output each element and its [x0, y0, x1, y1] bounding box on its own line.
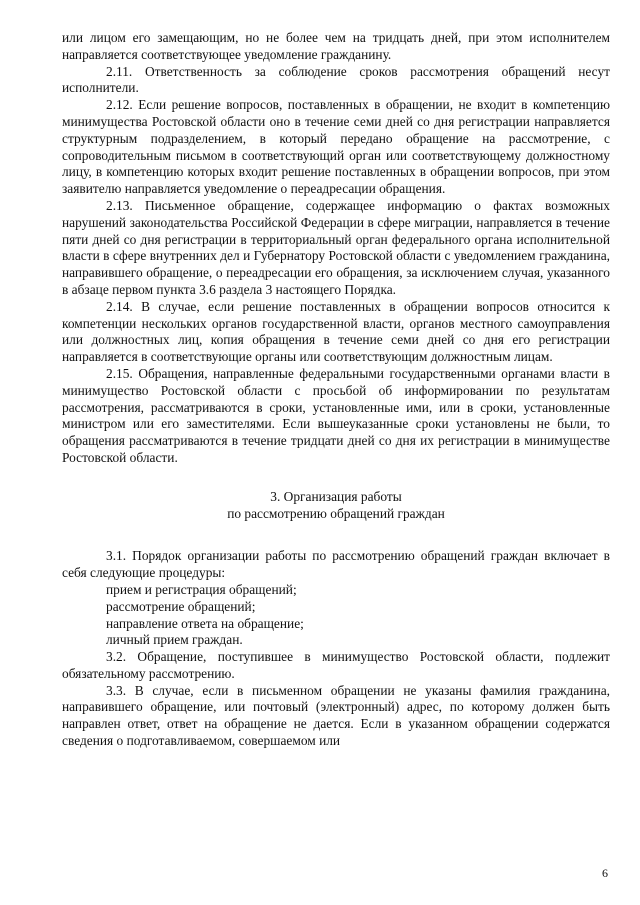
paragraph-2-13: 2.13. Письменное обращение, содержащее информацию о фактах возможных нарушений законодательства Российской Федерации в сфере миграции, направляется в течение пяти дней со дня регистрации в территориальный орган федерального органа исполнительной власти в сфере внутренних дел и Губернатору Ростовской области с уведомлением гражданина, направившего обращение, о переадресации его обращения, за исключением случая, указанного в абзаце первом пункта 3.6 раздела 3 настоящего Порядка.	[62, 197, 610, 297]
procedure-item: личный прием граждан.	[106, 632, 243, 648]
paragraph-3-3: 3.3. В случае, если в письменном обращении не указаны фамилия гражданина, направившего обращение, или почтовый (электронный) адрес, по которому должен быть направлен ответ, ответ на обращение не дается. Если в указанном обращении содержатся сведения о подготавливаемом, совершаемом или	[62, 682, 610, 749]
paragraph-2-14: 2.14. В случае, если решение поставленных в обращении вопросов относится к компетенции нескольких органов государственной власти, органов местного самоуправления или должностных лиц, копия обращения в течение семи дней со дня его регистрации направляется в соответствующие органы или соответствующим должностным лицам.	[62, 298, 610, 365]
section-heading-line-1: 3. Организация работы	[270, 488, 402, 504]
paragraph-2-12: 2.12. Если решение вопросов, поставленных в обращении, не входит в компетенцию минимущества Ростовской области оно в течение семи дней со дня регистрации направляется структурным подразделением, в который передано обращение на рассмотрение, с сопроводительным письмом в соответствующий орган или соответствующему должностному лицу, в компетенцию которых входит решение поставленных в обращении вопросов, при этом заявителю направляется уведомление о переадресации обращения.	[62, 97, 610, 197]
section-heading	[62, 489, 610, 523]
page-body	[62, 30, 610, 750]
section-heading-line-2: по рассмотрению обращений граждан	[227, 505, 445, 521]
paragraph-2-15: 2.15. Обращения, направленные федеральными государственными органами власти в минимущество Ростовской области с просьбой об информировании по результатам рассмотрения, рассматриваются в сроки, установленные ими, или в сроки, установленные министром или его заместителями. Если вышеуказанные сроки установлены не были, то обращения рассматриваются в течение тридцати дней со дня их регистрации в минимуществе Ростовской области.	[62, 365, 610, 465]
page-number: 6	[602, 866, 608, 880]
paragraph-3-1: 3.1. Порядок организации работы по рассмотрению обращений граждан включает в себя следующие процедуры:	[62, 548, 610, 581]
paragraph-3-2: 3.2. Обращение, поступившее в минимущество Ростовской области, подлежит обязательному рассмотрению.	[62, 649, 610, 681]
procedure-item: прием и регистрация обращений;	[106, 581, 297, 597]
paragraph-2-11: 2.11. Ответственность за соблюдение сроков рассмотрения обращений несут исполнители.	[62, 63, 610, 96]
procedure-item: рассмотрение обращений;	[106, 598, 256, 614]
procedure-item: направление ответа на обращение;	[106, 615, 304, 631]
paragraph-continuation: или лицом его замещающим, но не более чем на тридцать дней, при этом исполнителем направляется соответствующее уведомление гражданину.	[62, 30, 610, 62]
